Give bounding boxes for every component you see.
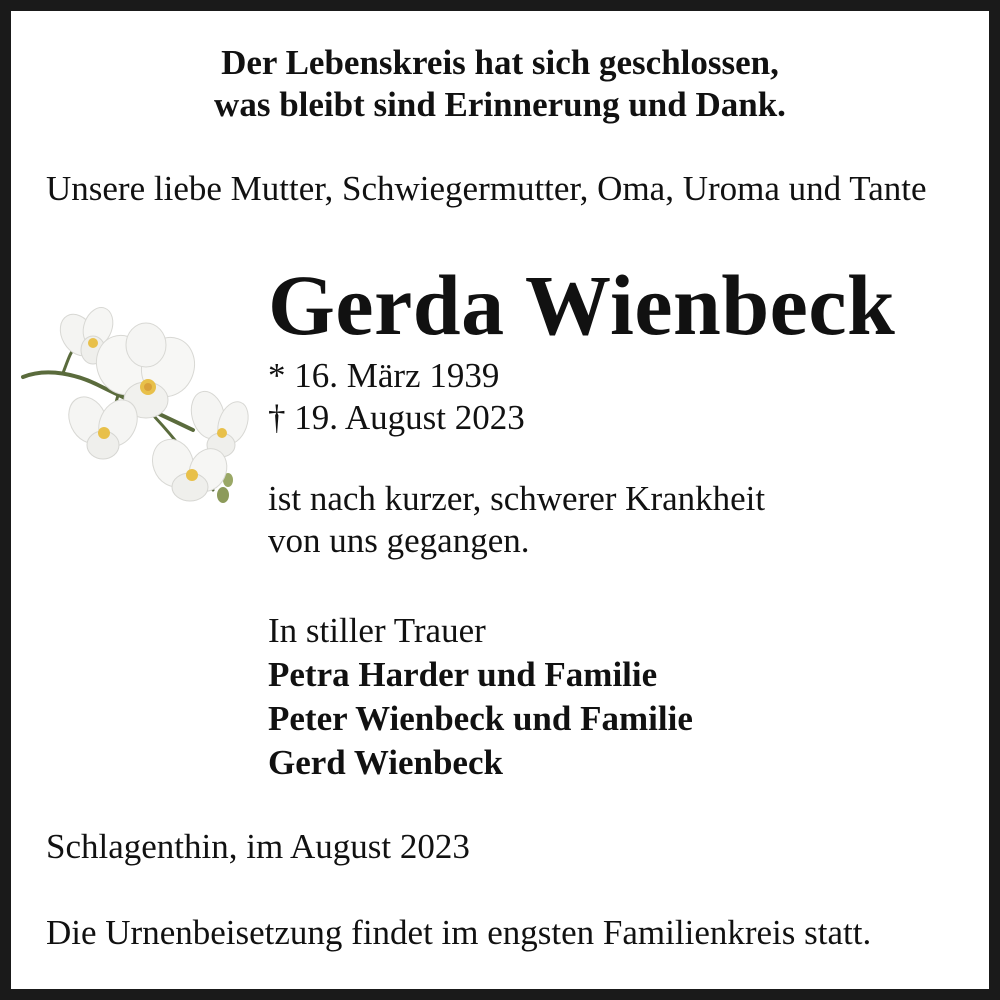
motto-line-1: Der Lebenskreis hat sich geschlossen,	[221, 43, 779, 82]
mourning-label: In stiller Trauer	[268, 611, 486, 650]
motto	[0, 42, 1000, 126]
intro-text: Unsere liebe Mutter, Schwiegermutter, Oma, Uroma und Tante	[46, 169, 927, 208]
mourner-name: Petra Harder und Familie	[268, 655, 658, 694]
mourners-block	[268, 609, 693, 785]
funeral-note: Die Urnenbeisetzung findet im engsten Familienkreis statt.	[46, 913, 872, 952]
death-message	[268, 478, 765, 562]
message-line-2: von uns gegangen.	[268, 521, 530, 560]
life-dates	[268, 355, 525, 439]
mourner-name: Gerd Wienbeck	[268, 743, 503, 782]
motto-line-2: was bleibt sind Erinnerung und Dank.	[214, 85, 786, 124]
mourner-name: Peter Wienbeck und Familie	[268, 699, 693, 738]
death-date: † 19. August 2023	[268, 398, 525, 437]
place-date: Schlagenthin, im August 2023	[46, 827, 470, 866]
birth-date: * 16. März 1939	[268, 356, 500, 395]
orchid-icon	[18, 305, 253, 515]
deceased-name: Gerda Wienbeck	[268, 257, 896, 353]
message-line-1: ist nach kurzer, schwerer Krankheit	[268, 479, 766, 518]
